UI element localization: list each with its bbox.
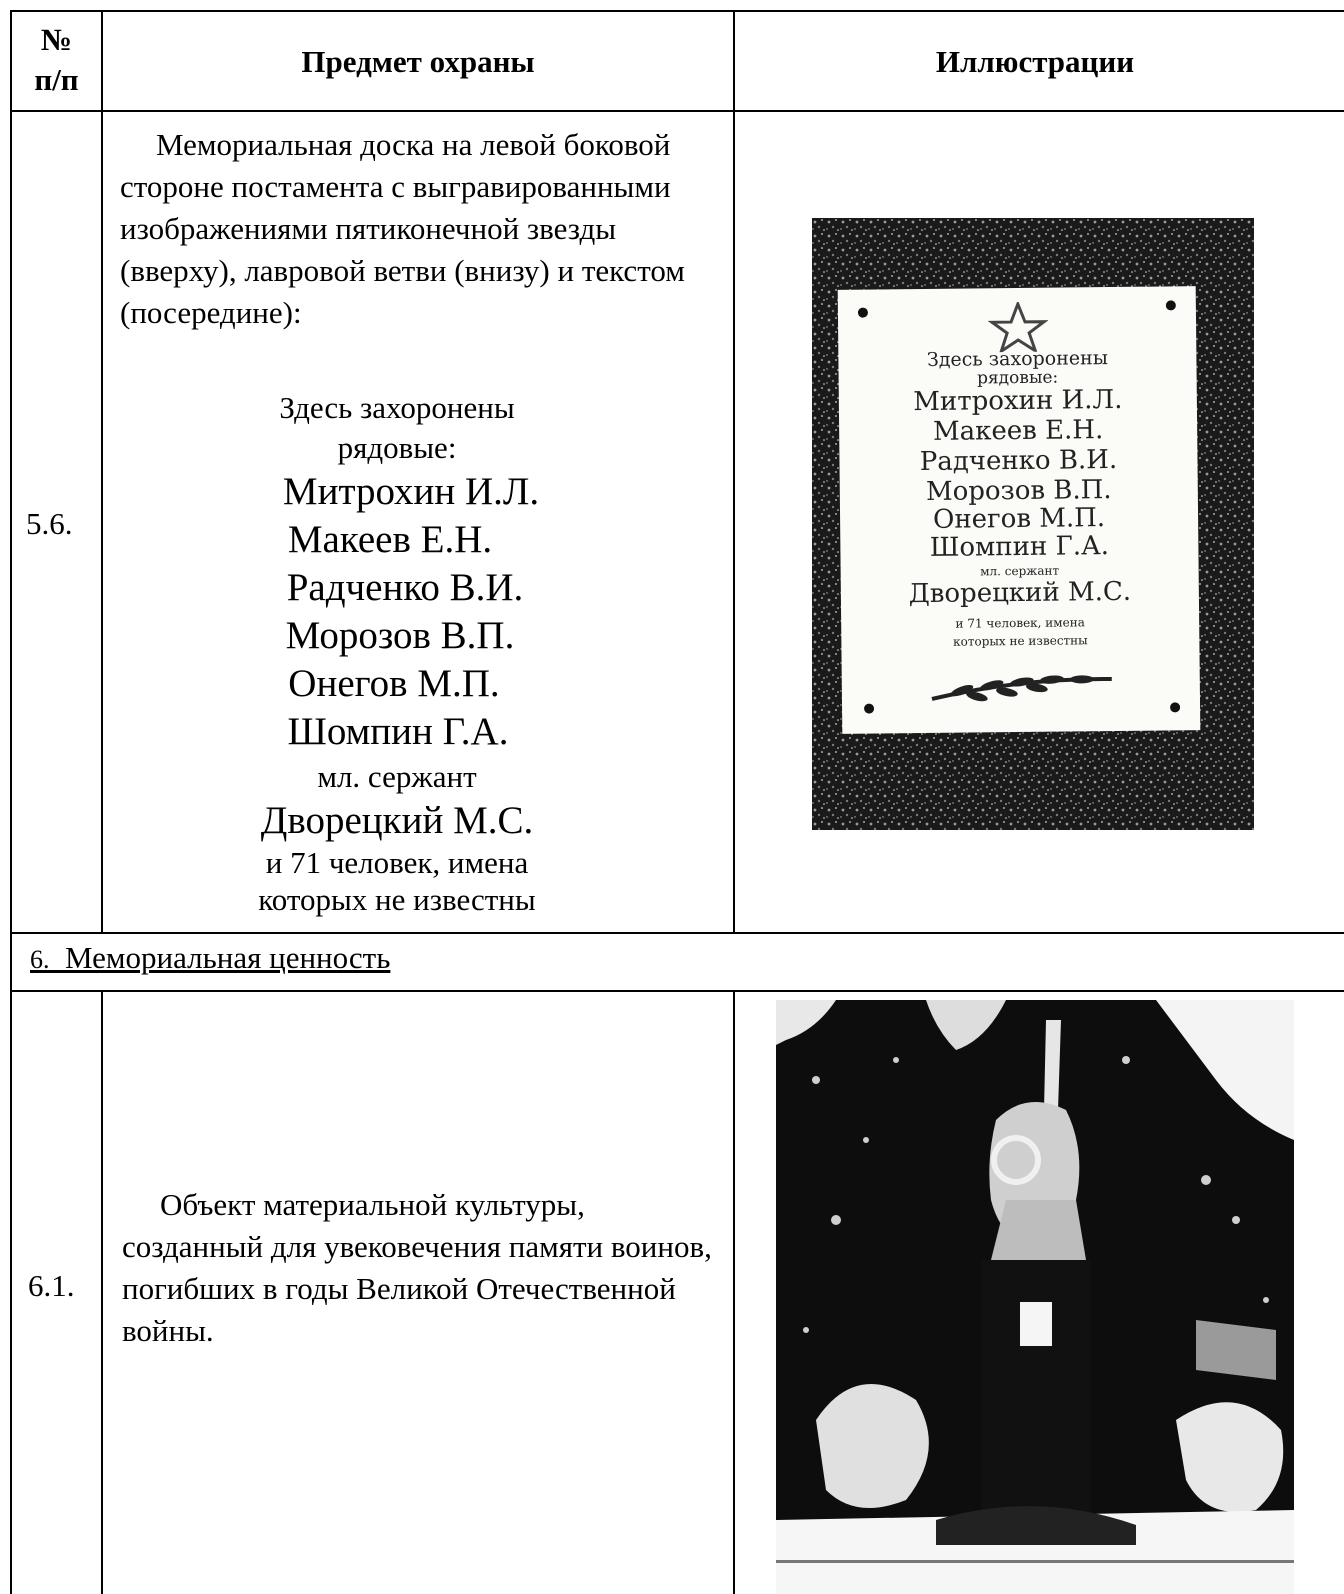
plaque-name: Онегов М.П. — [932, 503, 1106, 535]
plaque-line: и 71 человек, имена — [955, 615, 1085, 631]
plaque-line: которых не известны — [952, 633, 1088, 649]
inscription-name: Онегов М.П. — [288, 662, 500, 705]
inscription-line: которых не известны — [258, 882, 536, 917]
col-divider-1-bottom — [101, 990, 103, 1594]
table-border-top — [10, 10, 1344, 12]
section-bottom-line — [10, 990, 1344, 992]
monument-photo — [776, 1000, 1294, 1594]
bolt-icon — [1170, 702, 1180, 712]
inscription-rank: мл. сержант — [317, 759, 477, 794]
inscription-line: рядовые: — [337, 430, 457, 465]
inscription-name: Макеев Е.Н. — [287, 518, 493, 561]
bolt-icon — [864, 704, 874, 714]
star-icon — [988, 302, 1049, 353]
monument-scene — [776, 1000, 1294, 1594]
row-description: Объект материальной культуры, созданный для увековечения памяти воинов, погибших в годы Великой Отечественной войны. — [122, 1187, 712, 1348]
plaque-name: Радченко В.И. — [919, 444, 1118, 478]
header-subject: Предмет охраны — [301, 44, 535, 79]
inscription-name: Радченко В.И. — [286, 566, 524, 609]
row-description: Мемориальная доска на левой боковой стороне постамента с выгравированными изображениями пятиконечной звезды (вверху), лавровой ветви (внизу) и текстом (посередине): — [120, 127, 685, 330]
header-bottom-line — [10, 110, 1344, 112]
plaque-name: Шомпин Г.А. — [929, 531, 1110, 563]
row-number: 6.1. — [28, 1268, 75, 1303]
plaque-name: Митрохин И.Л. — [913, 384, 1123, 418]
section-heading — [30, 940, 390, 976]
row-5-6-bottom-line — [10, 932, 1344, 934]
col-divider-2-bottom — [733, 990, 735, 1594]
laurel-branch-icon — [922, 667, 1122, 709]
header-illustrations: Иллюстрации — [935, 44, 1135, 79]
bolt-icon — [858, 308, 868, 318]
plaque-line: мл. сержант — [980, 563, 1060, 579]
section-title: Мемориальная ценность — [65, 940, 391, 975]
inscription-line: и 71 человек, имена — [265, 845, 529, 880]
header-number: № п/п — [34, 22, 79, 97]
plaque-slab — [838, 286, 1201, 734]
plaque-name: Морозов В.П. — [925, 475, 1112, 507]
inscription-name: Морозов В.П. — [285, 614, 515, 657]
section-number: 6. — [30, 945, 50, 974]
plaque-line: Здесь захоронены — [926, 347, 1108, 371]
inscription-line: Здесь захоронены — [279, 390, 515, 425]
bolt-icon — [1166, 300, 1176, 310]
inscription-block — [100, 388, 800, 918]
plaque-name: Дворецкий М.С. — [908, 576, 1132, 610]
inscription-name: Дворецкий М.С. — [260, 799, 534, 842]
memorial-plaque-photo — [812, 218, 1254, 830]
row-number: 5.6. — [26, 506, 73, 541]
plaque-name: Макеев Е.Н. — [932, 415, 1104, 447]
inscription-name: Митрохин И.Л. — [282, 470, 540, 513]
inscription-name: Шомпин Г.А. — [287, 710, 509, 753]
plaque-line: рядовые: — [976, 367, 1059, 389]
